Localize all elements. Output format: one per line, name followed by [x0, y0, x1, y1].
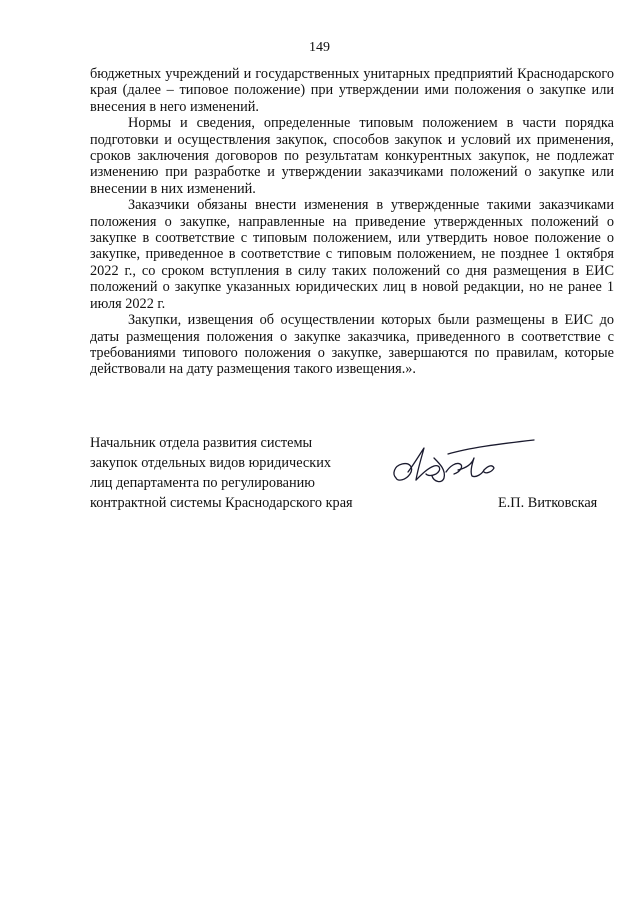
position-line: закупок отдельных видов юридических — [90, 455, 332, 471]
paragraph-4: Закупки, извещения об осуществлении которых были размещены в ЕИС до даты размещения положения о закупке заказчика, приведенного в соответствие с требованиями типового положения о закупке, завершаются по правилам, которые действовали на дату размещения такого извещения.». — [90, 312, 614, 378]
page-number: 149 — [309, 40, 330, 55]
position-line: лиц департамента по регулированию — [90, 475, 315, 491]
paragraph-3: Заказчики обязаны внести изменения в утвержденные такими заказчиками положения о закупке, направленные на приведение утвержденных положений о закупке в соответствие с типовым положением, или утвердить новое положение о закупке, приведенное в соответствие с типовым положением, не позднее 1 октября 2022 г., со сроком вступления в силу таких положений со дня размещения в ЕИС положений о закупке указанных юридических лиц в новой редакции, но не ранее 1 июля 2022 г. — [90, 197, 614, 312]
signatory-name: Е.П. Витковская — [498, 495, 598, 511]
position-line: Начальник отдела развития системы — [90, 435, 313, 451]
document-body — [90, 66, 614, 378]
signatory-position — [90, 433, 380, 513]
paragraph-2: Нормы и сведения, определенные типовым положением в части порядка подготовки и осуществления закупок, способов закупок и условий их применения, сроков заключения договоров по результатам конкурентных закупок, не подлежат изменению при разработке и утверждении заказчиками положений о закупке или внесении в них изменений. — [90, 115, 614, 197]
handwritten-signature — [388, 434, 538, 494]
paragraph-1: бюджетных учреждений и государственных унитарных предприятий Краснодарского края (далее – типовое положение) при утверждении ими положения о закупке или внесения в него изменений. — [90, 66, 614, 115]
position-line: контрактной системы Краснодарского края — [90, 495, 353, 511]
